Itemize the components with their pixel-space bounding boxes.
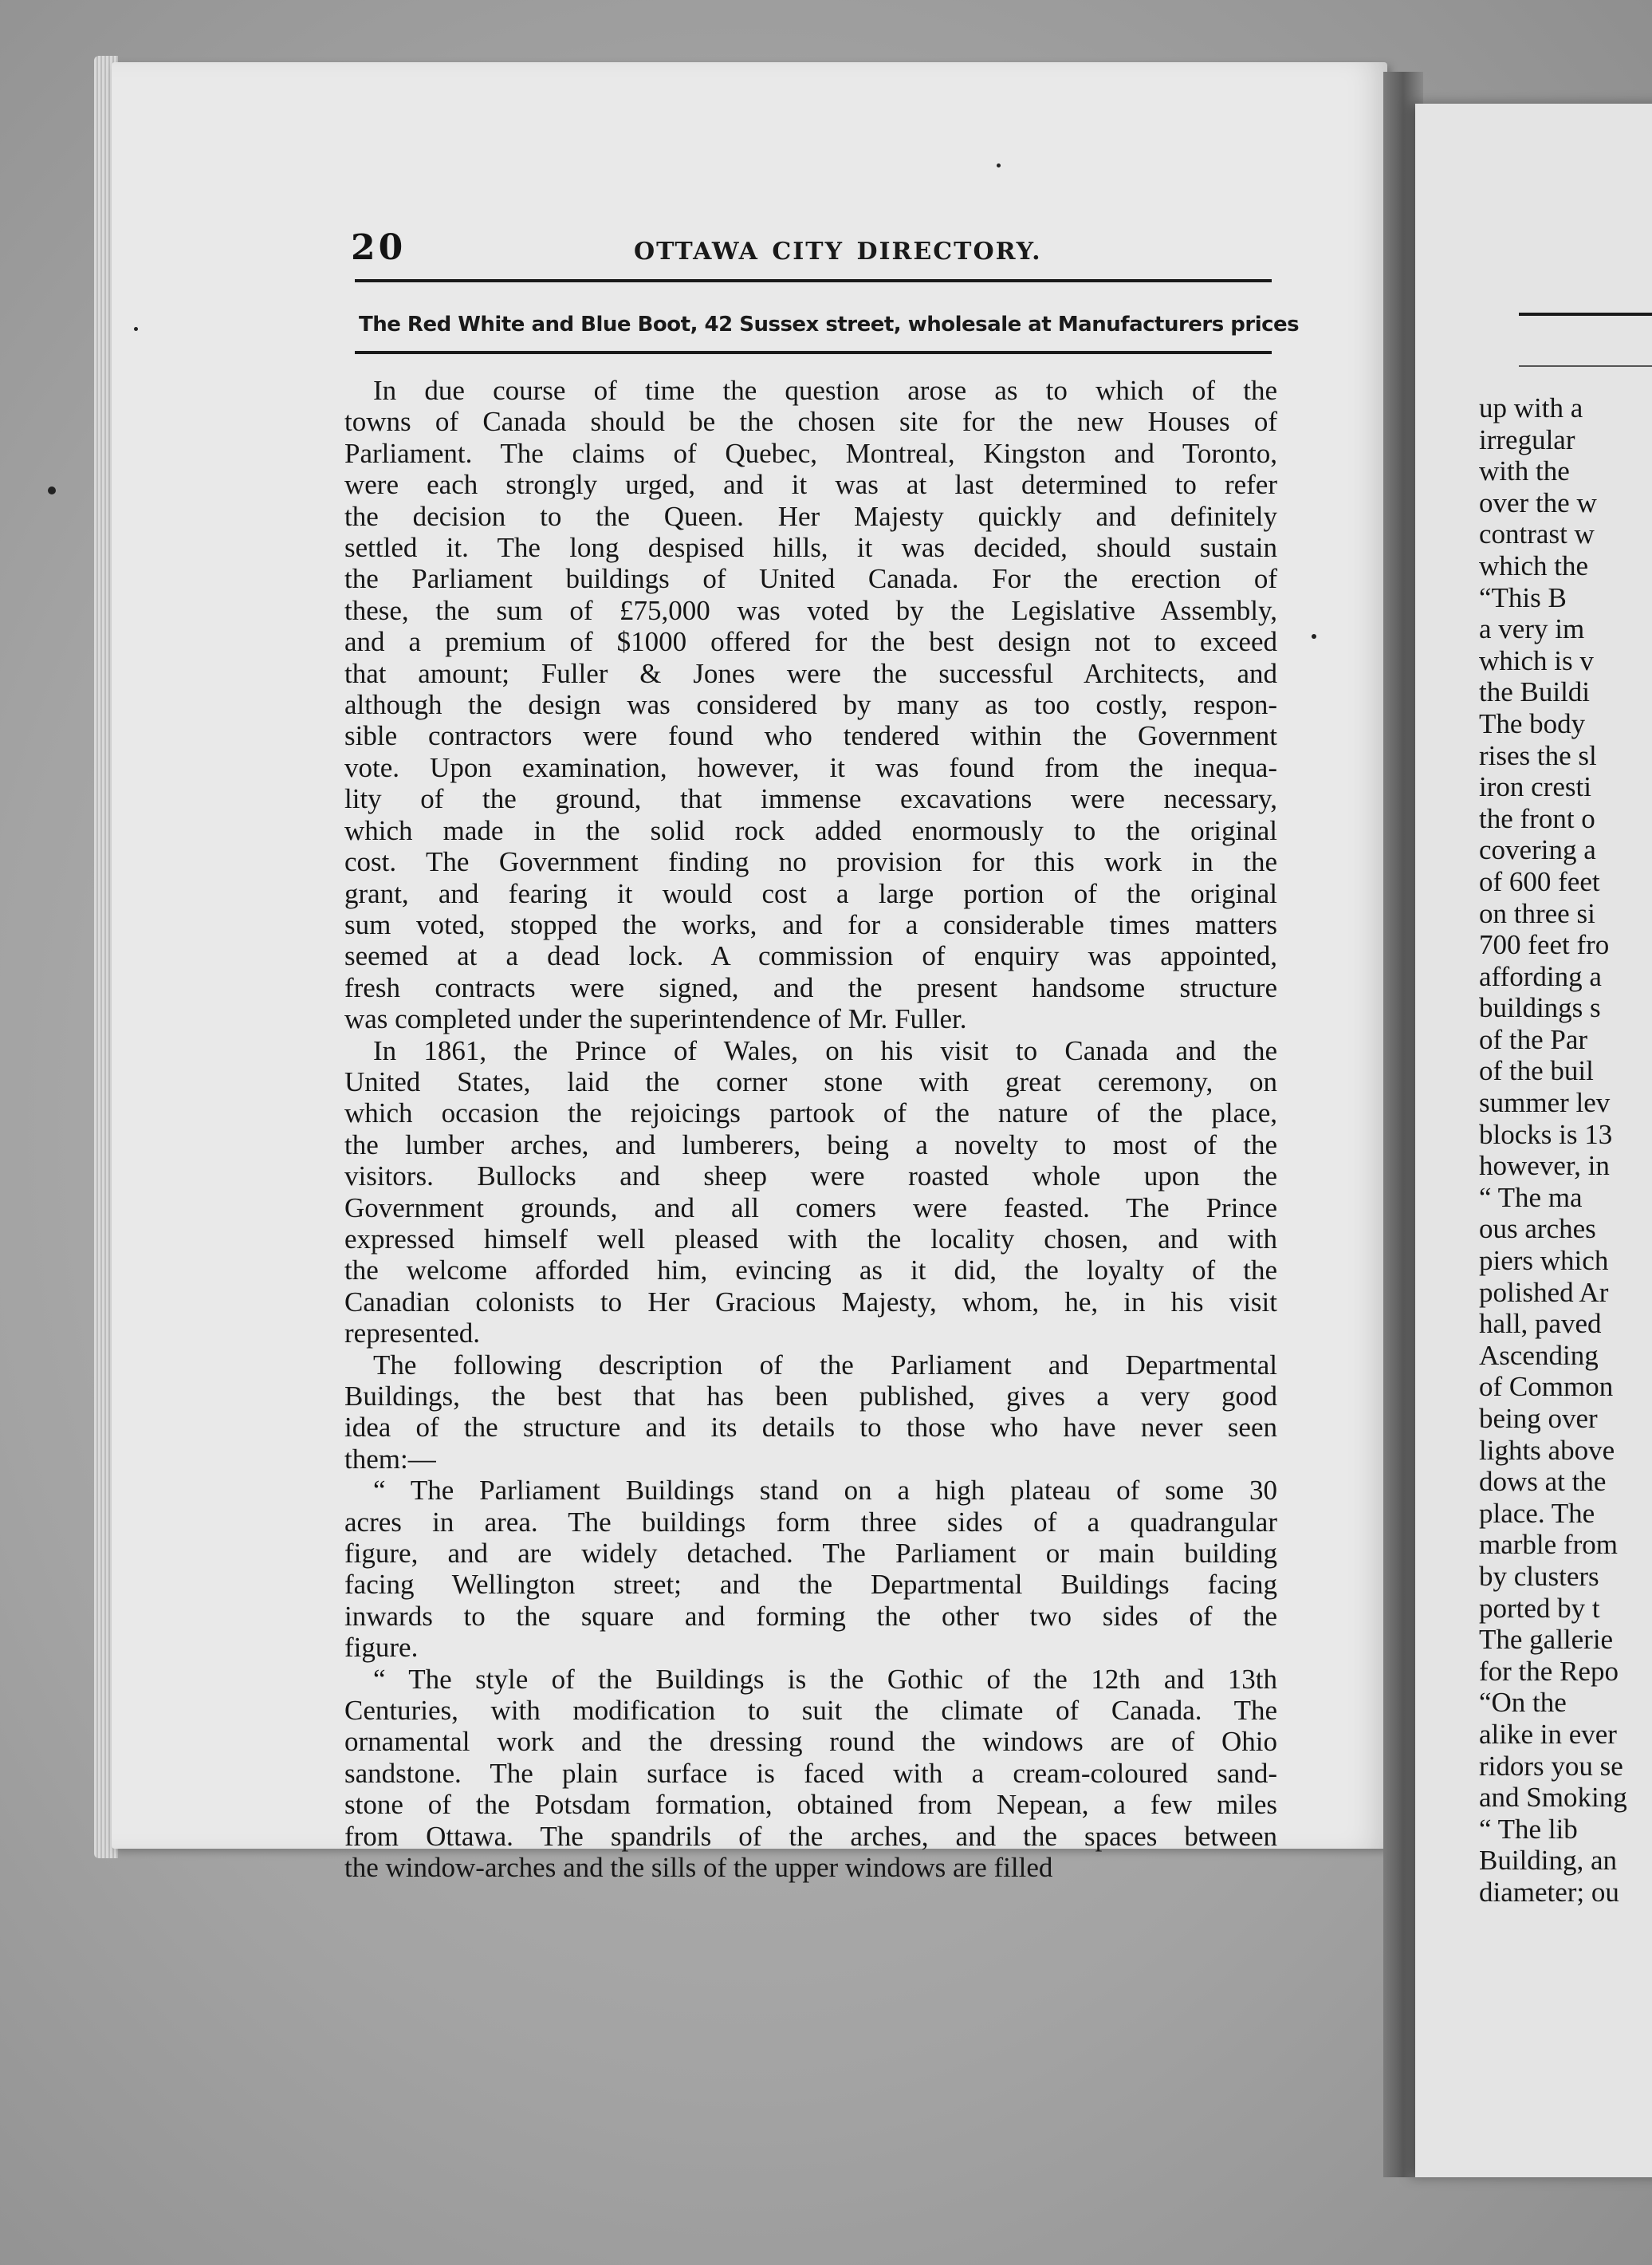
- right-page-line: of 600 feet: [1479, 865, 1600, 897]
- right-page-line: affording a: [1479, 960, 1602, 992]
- right-page-line: summer lev: [1479, 1087, 1611, 1119]
- text-line: expressed himself well pleased with the locality chosen, and with: [344, 1223, 1277, 1255]
- right-page-line: ous arches: [1479, 1213, 1596, 1245]
- right-page-line: “On the: [1479, 1687, 1567, 1719]
- text-line: towns of Canada should be the chosen site for the new Houses of: [344, 406, 1277, 438]
- right-page-line: Building, an: [1479, 1845, 1618, 1877]
- text-line: sandstone. The plain surface is faced with a cream-coloured sand-: [344, 1757, 1277, 1789]
- text-line: them:—: [344, 1443, 436, 1475]
- right-page-line: which is v: [1479, 644, 1594, 676]
- right-page-line: by clusters: [1479, 1560, 1599, 1592]
- text-line: The following description of the Parliament and Departmental: [373, 1349, 1277, 1381]
- right-page-line: over the w: [1479, 486, 1597, 518]
- text-line: that amount; Fuller & Jones were the successful Architects, and: [344, 657, 1277, 689]
- text-line: “ The Parliament Buildings stand on a high plateau of some 30: [373, 1475, 1277, 1507]
- header-rule: [355, 279, 1272, 282]
- right-page-line: polished Ar: [1479, 1276, 1609, 1308]
- right-page-line: buildings s: [1479, 992, 1601, 1024]
- right-page-line: blocks is 13: [1479, 1118, 1613, 1150]
- right-page-text: [1479, 392, 1652, 1909]
- right-page-line: with the: [1479, 455, 1570, 487]
- text-line: from Ottawa. The spandrils of the arches, and the spaces between: [344, 1820, 1277, 1852]
- text-line: the lumber arches, and lumberers, being a novelty to most of the: [344, 1129, 1277, 1160]
- text-line: Centuries, with modification to suit the climate of Canada. The: [344, 1695, 1277, 1727]
- text-line: Canadian colonists to Her Gracious Majesty, whom, he, in his visit: [344, 1286, 1277, 1318]
- scan-speck: [134, 327, 138, 331]
- right-page-line: “This B: [1479, 581, 1567, 613]
- advertisement-line: The Red White and Blue Boot, 42 Sussex street, wholesale at Manufacturers prices: [359, 313, 1300, 337]
- right-page-line: place. The: [1479, 1497, 1595, 1529]
- text-line: these, the sum of £75,000 was voted by the Legislative Assembly,: [344, 594, 1277, 626]
- right-page-line: “ The lib: [1479, 1813, 1578, 1845]
- right-page-line: piers which: [1479, 1245, 1609, 1277]
- text-line: fresh contracts were signed, and the present handsome structure: [344, 971, 1277, 1003]
- text-line: figure, and are widely detached. The Parliament or main building: [344, 1538, 1277, 1570]
- right-page-line: Ascending: [1479, 1339, 1599, 1371]
- right-page-line: for the Repo: [1479, 1655, 1619, 1687]
- text-line: In 1861, the Prince of Wales, on his visit to Canada and the: [373, 1034, 1277, 1066]
- text-line: settled it. The long despised hills, it was decided, should sustain: [344, 532, 1277, 564]
- text-line: figure.: [344, 1632, 419, 1664]
- text-line: which occasion the rejoicings partook of the nature of the place,: [344, 1097, 1277, 1129]
- right-page-line: of Common: [1479, 1371, 1614, 1403]
- text-line: Government grounds, and all comers were feasted. The Prince: [344, 1192, 1277, 1223]
- scan-speck: [48, 486, 56, 494]
- text-line: the decision to the Queen. Her Majesty quickly and definitely: [344, 500, 1277, 532]
- page-number: 20: [351, 227, 407, 268]
- right-page-line: ported by t: [1479, 1592, 1600, 1624]
- right-page-line: rises the sl: [1479, 739, 1597, 771]
- right-page-line: lights above: [1479, 1434, 1615, 1466]
- right-page-line: a very im: [1479, 613, 1585, 645]
- text-line: ornamental work and the dressing round the windows are of Ohio: [344, 1726, 1277, 1758]
- right-page-header-rule-lower: [1519, 365, 1652, 367]
- right-page-line: and Smoking: [1479, 1782, 1627, 1814]
- text-line: Buildings, the best that has been published, gives a very good: [344, 1381, 1277, 1412]
- right-page-line: which the: [1479, 550, 1589, 581]
- body-text: [344, 375, 1277, 1884]
- right-page-line: irregular: [1479, 423, 1575, 455]
- text-line: United States, laid the corner stone with great ceremony, on: [344, 1066, 1277, 1097]
- right-page-line: iron cresti: [1479, 771, 1591, 803]
- right-page-line: dows at the: [1479, 1466, 1607, 1498]
- right-page-header-rule: [1519, 313, 1652, 316]
- text-line: inwards to the square and forming the other two sides of the: [344, 1600, 1277, 1632]
- right-page-line: however, in: [1479, 1150, 1610, 1182]
- scan-speck: [997, 163, 1001, 167]
- header-rule-lower: [355, 351, 1272, 354]
- scan-speck: [1312, 634, 1316, 639]
- text-line: sum voted, stopped the works, and for a considerable times matters: [344, 908, 1277, 940]
- right-page-line: The body: [1479, 707, 1586, 739]
- text-line: acres in area. The buildings form three sides of a quadrangular: [344, 1506, 1277, 1538]
- right-page-line: “ The ma: [1479, 1181, 1583, 1213]
- text-line: lity of the ground, that immense excavations were necessary,: [344, 783, 1277, 815]
- text-line: idea of the structure and its details to those who have never seen: [344, 1412, 1277, 1444]
- text-line: the window-arches and the sills of the upper windows are filled: [344, 1852, 1053, 1884]
- right-page-line: being over: [1479, 1403, 1598, 1434]
- right-page-line: on three si: [1479, 897, 1595, 929]
- right-page-line: diameter; ou: [1479, 1876, 1619, 1908]
- right-page-line: The gallerie: [1479, 1624, 1614, 1656]
- right-page-line: the Buildi: [1479, 676, 1591, 708]
- text-line: was completed under the superintendence of Mr. Fuller.: [344, 1003, 967, 1035]
- text-line: “ The style of the Buildings is the Gothic of the 12th and 13th: [373, 1663, 1277, 1695]
- text-line: were each strongly urged, and it was at last determined to refer: [344, 469, 1277, 501]
- text-line: represented.: [344, 1318, 481, 1349]
- text-line: grant, and fearing it would cost a large portion of the original: [344, 877, 1277, 909]
- right-page-line: 700 feet fro: [1479, 929, 1610, 961]
- right-page-line: the front o: [1479, 802, 1595, 834]
- right-page-line: alike in ever: [1479, 1718, 1617, 1750]
- text-line: although the design was considered by many as too costly, respon-: [344, 689, 1277, 721]
- text-line: facing Wellington street; and the Departmental Buildings facing: [344, 1569, 1277, 1601]
- right-page-line: of the Par: [1479, 1023, 1588, 1055]
- right-page-line: up with a: [1479, 392, 1583, 423]
- text-line: cost. The Government finding no provision for this work in the: [344, 846, 1277, 878]
- text-line: vote. Upon examination, however, it was found from the inequa-: [344, 751, 1277, 783]
- right-page-line: of the buil: [1479, 1055, 1594, 1087]
- right-page-line: hall, paved: [1479, 1308, 1602, 1340]
- text-line: seemed at a dead lock. A commission of enquiry was appointed,: [344, 940, 1277, 972]
- text-line: sible contractors were found who tendered within the Government: [344, 720, 1277, 752]
- right-page-line: marble from: [1479, 1529, 1618, 1561]
- text-line: visitors. Bullocks and sheep were roasted whole upon the: [344, 1160, 1277, 1192]
- running-head: OTTAWA CITY DIRECTORY.: [634, 238, 1042, 266]
- text-line: In due course of time the question arose as to which of the: [373, 375, 1277, 406]
- right-page-line: contrast w: [1479, 518, 1595, 550]
- right-page-line: ridors you se: [1479, 1750, 1623, 1782]
- text-line: stone of the Potsdam formation, obtained from Nepean, a few miles: [344, 1789, 1277, 1821]
- text-line: Parliament. The claims of Quebec, Montreal, Kingston and Toronto,: [344, 437, 1277, 469]
- text-line: the Parliament buildings of United Canada. For the erection of: [344, 563, 1277, 595]
- text-line: and a premium of $1000 offered for the best design not to exceed: [344, 626, 1277, 658]
- text-line: the welcome afforded him, evincing as it did, the loyalty of the: [344, 1255, 1277, 1286]
- right-page-line: covering a: [1479, 834, 1596, 866]
- text-line: which made in the solid rock added enormously to the original: [344, 814, 1277, 846]
